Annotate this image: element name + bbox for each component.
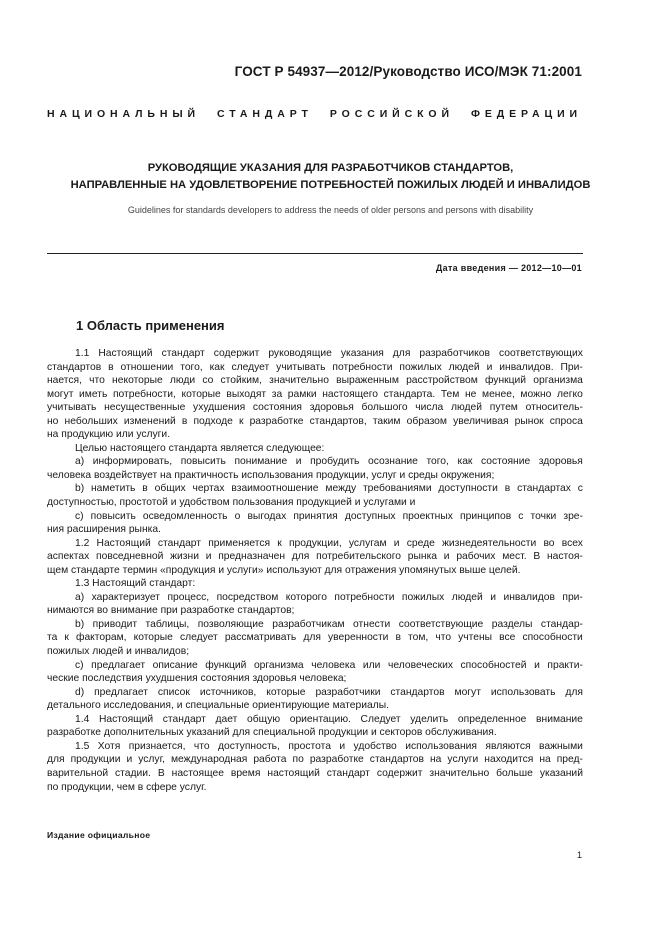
body-line: 1.3 Настоящий стандарт:: [75, 578, 196, 590]
body-line: разработке дополнительных указаний для специальной продукции и секторов обслуживания.: [47, 727, 497, 739]
national-word: НАЦИОНАЛЬНЫЙ: [47, 108, 200, 120]
body-line: та к факторам, которые следует рассматривать для уверенности в том, что учтены все способности: [47, 632, 583, 644]
body-line: на продукцию или услуги.: [47, 429, 171, 441]
edition-note: Издание официальное: [47, 830, 151, 840]
body-line: 1.1 Настоящий стандарт содержит руководящие указания для разработчиков соответствующих: [75, 348, 583, 359]
body-line: для продукции и услуг, международная работа по разработке стандартов на услуги находится на пред-: [47, 754, 583, 766]
body-line: b) наметить в общих чертах взаимоотношение между требованиями доступности в стандартах с: [75, 483, 583, 495]
body-line: с) предлагает описание функций организма человека или человеческих способностей и практи-: [75, 659, 583, 671]
body-line: 1.2 Настоящий стандарт применяется к продукции, услугам и среде жизнедеятельности во всех: [75, 537, 583, 549]
body-line: а) информировать, повысить понимание и пробудить осознание того, как состояние здоровья: [75, 456, 583, 468]
body-line: могут иметь потребности, которые выходят за рамки настоящего стандарта. Тем не менее, можно легко: [47, 388, 583, 400]
title-line: НАПРАВЛЕННЫЕ НА УДОВЛЕТВОРЕНИЕ ПОТРЕБНОСТЕЙ ПОЖИЛЫХ ЛЮДЕЙ И ИНВАЛИДОВ: [70, 179, 591, 191]
body-line: нимаются во внимание при разработке стандартов;: [47, 605, 295, 617]
body-line: пожилых людей и инвалидов;: [47, 646, 190, 658]
body-line: стандартов в отношении того, как следует учитывать потребности пожилых людей и инвалидов. При-: [47, 361, 583, 373]
body-line: b) приводит таблицы, позволяющие разработчикам отнести соответствующие разделы стандар-: [75, 618, 583, 630]
body-line: ния расширения рынка.: [47, 524, 161, 536]
body-line: а) характеризует процесс, посредством которого потребности пожилых людей и инвалидов при-: [75, 591, 583, 603]
standard-code: ГОСТ Р 54937—2012/Руководство ИСО/МЭК 71:2001: [234, 64, 582, 79]
body-line: учитывать несущественные ухудшения состояния здоровья большого числа людей путем относитель-: [47, 402, 583, 414]
body-line: ческие последствия ухудшения состояния здоровья человека;: [47, 673, 347, 685]
body-line: но небольших изменений в подходе к разработке стандартов, таким образом увеличивая рынок спроса: [47, 415, 583, 427]
introduction-date: Дата введения — 2012—10—01: [435, 263, 582, 273]
body-line: детального исследования, и специальные ориентирующие материалы.: [47, 700, 389, 712]
body-line: нается, что некоторые люди со стойким, значительно выраженным расстройством функций организма: [47, 375, 583, 387]
national-standard-banner: [47, 108, 582, 120]
english-title: Guidelines for standards developers to address the needs of older persons and persons with disability: [127, 205, 534, 215]
section-body: [47, 347, 583, 794]
body-line: Целью настоящего стандарта является следующее:: [75, 442, 325, 454]
national-word: ФЕДЕРАЦИИ: [470, 108, 582, 120]
body-line: d) предлагает список источников, которые разработчики стандартов могут использовать для: [75, 686, 583, 698]
body-line: с) повысить осведомленность о выгодах принятия доступных проектных принципов с точки зре-: [75, 510, 583, 522]
national-word: РОССИЙСКОЙ: [329, 108, 454, 120]
page-number: 1: [576, 850, 582, 860]
body-line: доступностью, простотой и удобством пользования продукцией и услугами и: [47, 497, 416, 509]
section-heading: 1 Область применения: [76, 318, 225, 333]
body-line: по продукции, чем в сфере услуг.: [47, 781, 207, 793]
title-line: РУКОВОДЯЩИЕ УКАЗАНИЯ ДЛЯ РАЗРАБОТЧИКОВ СТАНДАРТОВ,: [147, 162, 514, 174]
body-line: щем стандарте термин «продукция и услуги» используют для отражения упомянутых выше целей.: [47, 564, 521, 576]
body-line: 1.4 Настоящий стандарт дает общую ориентацию. Следует уделить определенное внимание: [75, 713, 583, 725]
national-word: СТАНДАРТ: [217, 108, 313, 120]
body-line: 1.5 Хотя признается, что доступность, простота и удобство использования являются важными: [75, 740, 583, 752]
horizontal-divider: [47, 253, 583, 254]
document-title: [0, 160, 661, 194]
body-line: аспектах повседневной жизни и предназначен для потребительского рынка и рабочих мест. В настоя-: [47, 551, 583, 563]
body-line: человека воздействует на практичность использования продукции, услуг и среды окружения;: [47, 469, 495, 481]
body-line: варительной стадии. В настоящее время настоящий стандарт содержит значительно больше указаний: [47, 767, 583, 779]
